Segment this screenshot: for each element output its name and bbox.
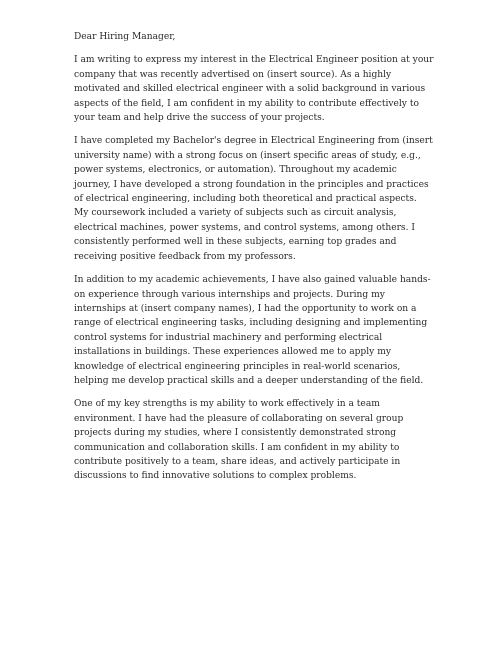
paragraph-interest: I am writing to express my interest in the Electrical Engineer position at your company that was recently advertised on (insert source). As a highly motivated and skilled electrical engineer with a solid background in various aspects of the field, I am confident in my ability to contribute effectively to your team and help drive the success of your projects. xyxy=(74,55,434,124)
cover-letter xyxy=(74,30,434,493)
paragraph-experience: In addition to my academic achievements, I have also gained valuable hands-on experience through various internships and projects. During my internships at (insert company names), I had the opportunity to work on a range of electrical engineering tasks, including designing and implementing control systems for industrial machinery and performing electrical installations in buildings. These experiences allowed me to apply my knowledge of electrical engineering principles in real-world scenarios, helping me develop practical skills and a deeper understanding of the field. xyxy=(74,275,431,386)
paragraph-teamwork: One of my key strengths is my ability to work effectively in a team environment. I have had the pleasure of collaborating on several group projects during my studies, where I consistently demonstrated strong communication and collaboration skills. I am confident in my ability to contribute positively to a team, share ideas, and actively participate in discussions to find innovative solutions to complex problems. xyxy=(74,399,404,482)
paragraph-education: I have completed my Bachelor's degree in Electrical Engineering from (insert university name) with a strong focus on (insert specific areas of study, e.g., power systems, electronics, or automation). Throughout my academic journey, I have developed a strong foundation in the principles and practices of electrical engineering, including both theoretical and practical aspects. My coursework included a variety of subjects such as circuit analysis, electrical machines, power systems, and control systems, among others. I consistently performed well in these subjects, earning top grades and receiving positive feedback from my professors. xyxy=(74,136,433,262)
salutation: Dear Hiring Manager, xyxy=(74,32,176,42)
